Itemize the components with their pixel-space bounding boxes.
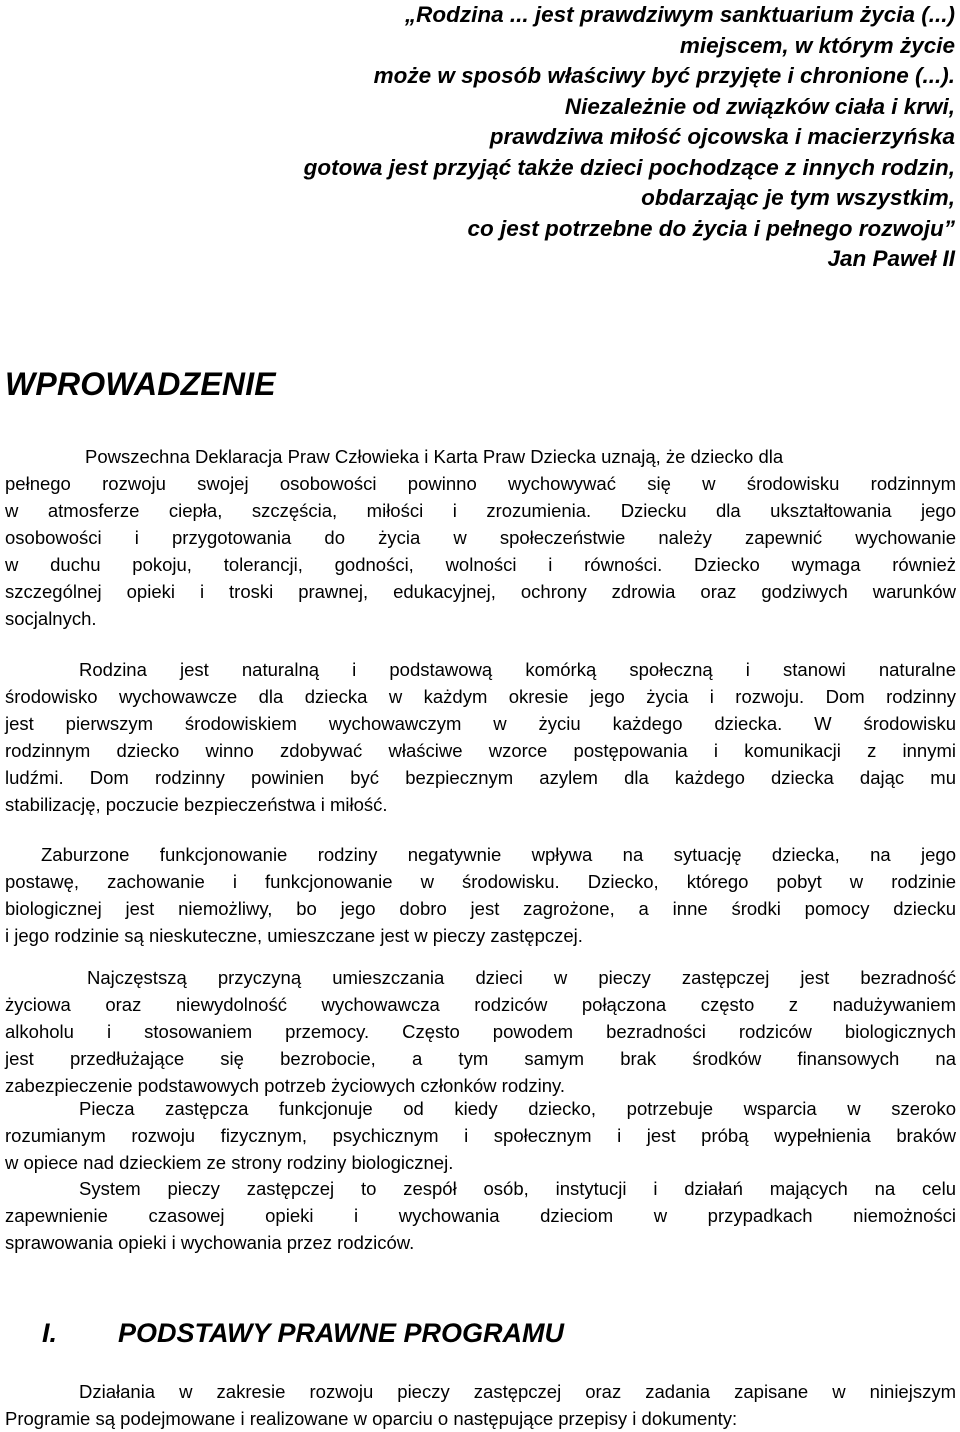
paragraph-line: Zaburzone funkcjonowanie rodziny negatywnie wpływa na sytuację dziecka, na jego (41, 844, 956, 865)
paragraph-intro-6 (5, 1175, 956, 1256)
epigraph-line: „Rodzina ... jest prawdziwym sanktuarium życia (...) (404, 2, 955, 27)
paragraph-line: socjalnych. (5, 608, 97, 629)
epigraph-line: Niezależnie od związków ciała i krwi, (564, 93, 955, 119)
paragraph-line: ludźmi. Dom rodzinny powinien być bezpiecznym azylem dla każdego dziecka dając mu (5, 767, 956, 788)
epigraph-line: gotowa jest przyjąć także dzieci pochodzące z innych rodzin, (303, 154, 955, 180)
paragraph-line: w atmosferze ciepła, szczęścia, miłości i zrozumienia. Dziecku dla ukształtowania jego (5, 500, 956, 521)
section-title: PODSTAWY PRAWNE PROGRAMU (118, 1318, 565, 1348)
epigraph-line: obdarzając je tym wszystkim, (641, 185, 955, 210)
paragraph-line: szczególnej opieki i troski prawnej, edukacyjnej, ochrony zdrowia oraz godziwych warunków (5, 581, 956, 602)
paragraph-line: zapewnienie czasowej opieki i wychowania dzieciom w przypadkach niemożności (5, 1205, 956, 1226)
paragraph-line: Najczęstszą przyczyną umieszczania dzieci w pieczy zastępczej jest bezradność (87, 967, 956, 988)
paragraph-intro-4 (5, 964, 956, 1099)
paragraph-line: jest pierwszym środowiskiem wychowawczym w życiu każdego dziecka. W środowisku (5, 713, 956, 734)
paragraph-line: Działania w zakresie rozwoju pieczy zastępczej oraz zadania zapisane w niniejszym (79, 1381, 956, 1402)
paragraph-line: rodzinnym dziecko winno zdobywać właściwe wzorce postępowania i komunikacji z innymi (5, 740, 956, 761)
section-number: I. (42, 1318, 58, 1348)
paragraph-line: pełnego rozwoju swojej osobowości powinno wychowywać się w środowisku rodzinnym (5, 473, 956, 494)
epigraph-line: miejscem, w którym życie (679, 32, 955, 58)
paragraph-intro-3 (5, 841, 956, 949)
paragraph-intro-5 (5, 1095, 956, 1176)
epigraph-author: Jan Paweł II (827, 246, 955, 271)
paragraph-line: postawę, zachowanie i funkcjonowanie w środowisku. Dziecko, którego pobyt w rodzinie (5, 871, 956, 892)
paragraph-line: i jego rodzinie są nieskuteczne, umieszczane jest w pieczy zastępczej. (5, 925, 583, 946)
paragraph-line: Programie są podejmowane i realizowane w oparciu o następujące przepisy i dokumenty: (5, 1408, 738, 1429)
paragraph-legal-basis (5, 1378, 956, 1432)
section-heading (42, 1315, 564, 1351)
paragraph-line: w opiece nad dzieckiem ze strony rodziny biologicznej. (5, 1152, 454, 1173)
paragraph-line: stabilizację, poczucie bezpieczeństwa i miłość. (5, 794, 388, 815)
paragraph-line: jest przedłużające się bezrobocie, a tym samym brak środków finansowych na (5, 1048, 956, 1069)
paragraph-line: sprawowania opieki i wychowania przez rodziców. (5, 1232, 415, 1253)
paragraph-intro-2 (5, 656, 956, 818)
paragraph-line: środowisko wychowawcze dla dziecka w każdym okresie jego życia i rozwoju. Dom rodzinny (5, 686, 956, 707)
epigraph-line: może w sposób właściwy być przyjęte i chronione (...). (373, 63, 955, 88)
paragraph-line: życiowa oraz niewydolność wychowawcza rodziców połączona często z nadużywaniem (5, 994, 956, 1015)
paragraph-line: Piecza zastępcza funkcjonuje od kiedy dziecko, potrzebuje wsparcia w szeroko (79, 1098, 956, 1119)
epigraph-quote (0, 0, 955, 275)
epigraph-line: co jest potrzebne do życia i pełnego rozwoju” (467, 215, 955, 241)
paragraph-line: Rodzina jest naturalną i podstawową komórką społeczną i stanowi naturalne (79, 659, 956, 680)
paragraph-line: alkoholu i stosowaniem przemocy. Często powodem bezradności rodziców biologicznych (5, 1021, 956, 1042)
paragraph-line: biologicznej jest niemożliwy, bo jego dobro jest zagrożone, a inne środki pomocy dziecku (5, 898, 956, 919)
paragraph-line: osobowości i przygotowania do życia w społeczeństwie należy zapewnić wychowanie (5, 527, 956, 548)
paragraph-line: Powszechna Deklaracja Praw Człowieka i Karta Praw Dziecka uznają, że dziecko dla (85, 446, 784, 467)
paragraph-line: rozumianym rozwoju fizycznym, psychicznym i społecznym i jest próbą wypełnienia braków (5, 1125, 956, 1146)
epigraph-line: prawdziwa miłość ojcowska i macierzyńska (489, 124, 955, 149)
paragraph-line: System pieczy zastępczej to zespół osób, instytucji i działań mających na celu (79, 1178, 956, 1199)
paragraph-line: zabezpieczenie podstawowych potrzeb życiowych członków rodziny. (5, 1075, 566, 1096)
paragraph-line: w duchu pokoju, tolerancji, godności, wolności i równości. Dziecko wymaga również (5, 554, 956, 575)
paragraph-intro-1 (5, 443, 956, 632)
intro-heading: WPROWADZENIE (5, 366, 276, 402)
